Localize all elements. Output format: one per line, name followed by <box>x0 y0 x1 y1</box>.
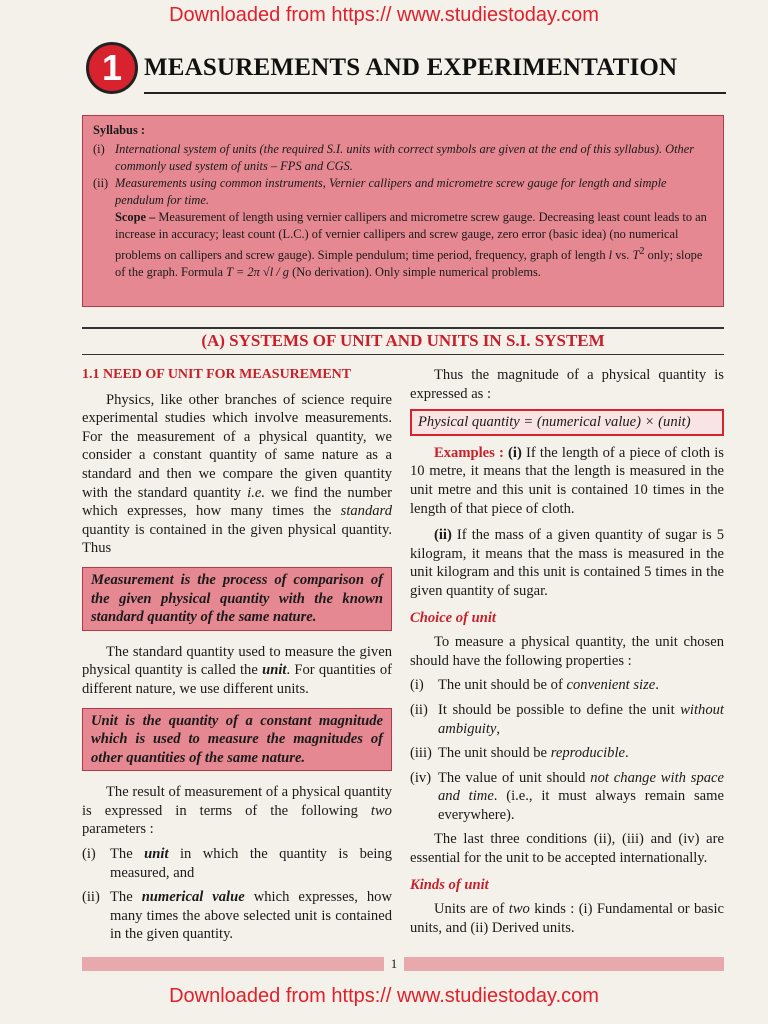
text-em: two <box>508 901 530 918</box>
text: The result of measurement of a physical quantity is expressed in terms of the following <box>82 784 392 819</box>
paragraph <box>410 900 724 937</box>
scope-formula: T = 2π √l / g <box>226 265 289 280</box>
syllabus-item-number: (i) <box>93 142 105 156</box>
text: we find the number which expresses, how many times the <box>82 484 393 520</box>
text: The unit should be <box>438 745 548 762</box>
examples-label: Examples : <box>434 444 504 461</box>
right-column <box>410 366 724 937</box>
list-number: (i) <box>82 846 96 863</box>
list-number: (ii) <box>82 889 100 906</box>
list-item <box>82 888 392 944</box>
text-em: convenient size <box>566 677 656 694</box>
scope-vs: vs. <box>615 248 630 263</box>
text: The <box>110 889 133 906</box>
chapter-title: MEASUREMENTS AND EXPERIMENTATION <box>144 54 678 81</box>
scope-text-3: (No derivation). Only simple numerical problems. <box>292 265 541 280</box>
subsection-heading: 1.1 NEED OF UNIT FOR MEASUREMENT <box>82 367 352 382</box>
download-banner-top[interactable]: Downloaded from https:// www.studiestoday.com <box>169 4 599 26</box>
download-banner-bottom[interactable]: Downloaded from https:// www.studiestoday.com <box>169 985 599 1007</box>
syllabus-item <box>93 175 713 209</box>
text: The standard quantity used to measure the given physical quantity is called the <box>82 643 392 679</box>
text: kinds : (i) Fundamental or basic units, and (ii) Derived units. <box>410 901 724 936</box>
list-number: (ii) <box>410 701 428 718</box>
paragraph: To measure a physical quantity, the unit chosen should have the following properties : <box>410 634 724 669</box>
text-em: (i) <box>508 444 522 461</box>
section-title: (A) SYSTEMS OF UNIT AND UNITS IN S.I. SYSTEM <box>201 331 605 350</box>
page-number: 1 <box>384 954 404 974</box>
text: . For quantities of different nature, we use different units. <box>82 662 392 697</box>
chapter-divider <box>144 92 726 94</box>
text: If the mass of a given quantity of sugar is 5 kilogram, it means that the mass is measured in the unit kilogram and this unit is contained 5 times in the given quantity of sugar. <box>410 527 725 599</box>
text-em: reproducible <box>550 745 626 762</box>
subheading-choice-of-unit: Choice of unit <box>410 609 496 626</box>
list-text <box>438 676 659 695</box>
list-text <box>110 888 392 944</box>
list-item <box>410 744 724 763</box>
list-text <box>438 769 724 825</box>
section-divider-bottom <box>82 354 724 355</box>
paragraph <box>82 783 392 839</box>
syllabus-title: Syllabus : <box>93 123 145 137</box>
text: , <box>496 720 501 737</box>
text-em: (ii) <box>434 527 452 544</box>
paragraph: Thus the magnitude of a physical quantity is expressed as : <box>410 367 724 402</box>
paragraph <box>410 526 724 600</box>
paragraph <box>82 643 392 699</box>
text-em: unit <box>144 846 169 863</box>
scope-variable-t: T <box>632 248 640 263</box>
list-number: (iii) <box>410 745 432 762</box>
text: . <box>655 677 659 694</box>
text: The <box>110 846 133 863</box>
text: The unit should be of <box>438 677 563 694</box>
text: Physics, like other branches of science require experimental studies which involve measurements. For the measurement of a physical quantity, we consider a constant quantity of same nature as a standard and then we compare the given quantity with the standard quantity <box>82 391 392 501</box>
syllabus-item <box>93 141 713 175</box>
scope-text: Measurement of length using vernier callipers and micrometre screw gauge. Decreasing least count leads to an increase in accuracy; least count (L.C.) of vernier callipers and screw gauge, zero error (basic idea) (no numerical problems on callipers and screw gauge). Simple pendulum; time period, frequency, graph of length <box>115 210 707 263</box>
list-item <box>410 676 724 695</box>
text: which expresses, how many times the above selected unit is contained in the given quantity. <box>110 889 393 943</box>
text-em: without ambiguity <box>438 701 724 737</box>
text-em: standard <box>340 503 392 520</box>
text: . (i.e., it must always remain same everywhere). <box>438 788 724 823</box>
text: Units are of <box>434 901 505 918</box>
text: in which the quantity is being measured, and <box>110 846 392 881</box>
syllabus-box <box>82 115 724 307</box>
scope-text-2: only; slope of the graph. Formula <box>115 248 703 280</box>
list-text <box>438 701 724 738</box>
list-item <box>82 845 392 882</box>
text-em: i.e. <box>247 484 265 501</box>
scope-variable-l: l <box>608 248 613 263</box>
text: If the length of a piece of cloth is 10 metre, it means that the length is measured in the unit metre and this unit is contained 10 times in the length of that piece of cloth. <box>410 444 724 517</box>
paragraph <box>82 391 392 558</box>
scope-label: Scope – <box>115 210 156 224</box>
list-item <box>410 701 724 738</box>
chapter-header <box>86 40 726 102</box>
list-text <box>110 845 392 882</box>
scope-superscript: 2 <box>639 246 645 257</box>
left-column <box>82 366 392 950</box>
syllabus-scope <box>115 209 713 281</box>
text-em: unit <box>262 662 287 679</box>
text-em: two <box>370 802 392 819</box>
text: . <box>625 745 629 762</box>
paragraph: The last three conditions (ii), (iii) and (iv) are essential for the unit to be accepted internationally. <box>410 831 724 867</box>
syllabus-item-text: International system of units (the required S.I. units with correct symbols are given at the end of this syllabus). Other commonly used system of units – FPS and CGS. <box>115 142 695 173</box>
text: The value of unit should <box>438 769 586 786</box>
paragraph <box>410 444 724 518</box>
syllabus-item-text: Measurements using common instruments, Vernier callipers and micrometre screw gauge for length and simple pendulum for time. <box>115 176 667 207</box>
list-item <box>410 769 724 825</box>
list-text <box>438 744 629 763</box>
text: quantity is contained in the given physical quantity. Thus <box>82 521 392 557</box>
list-number: (i) <box>410 677 424 694</box>
chapter-number-badge: 1 <box>86 42 138 94</box>
section-divider-top <box>82 327 724 329</box>
list-number: (iv) <box>410 769 432 786</box>
formula-box: Physical quantity = (numerical value) × (unit) <box>410 409 724 436</box>
subheading-kinds-of-unit: Kinds of unit <box>410 876 489 893</box>
text: It should be possible to define the unit <box>438 701 675 718</box>
text-em: numerical value <box>141 889 245 906</box>
definition-box-unit: Unit is the quantity of a constant magnitude which is used to measure the magnitudes of other quantities of the same nature. <box>82 708 392 772</box>
text: parameters : <box>82 821 154 838</box>
text-em: not change with space and time <box>438 769 724 805</box>
definition-box-measurement: Measurement is the process of comparison of the given physical quantity with the known standard quantity of the same nature. <box>82 567 392 631</box>
syllabus-item-number: (ii) <box>93 176 109 190</box>
